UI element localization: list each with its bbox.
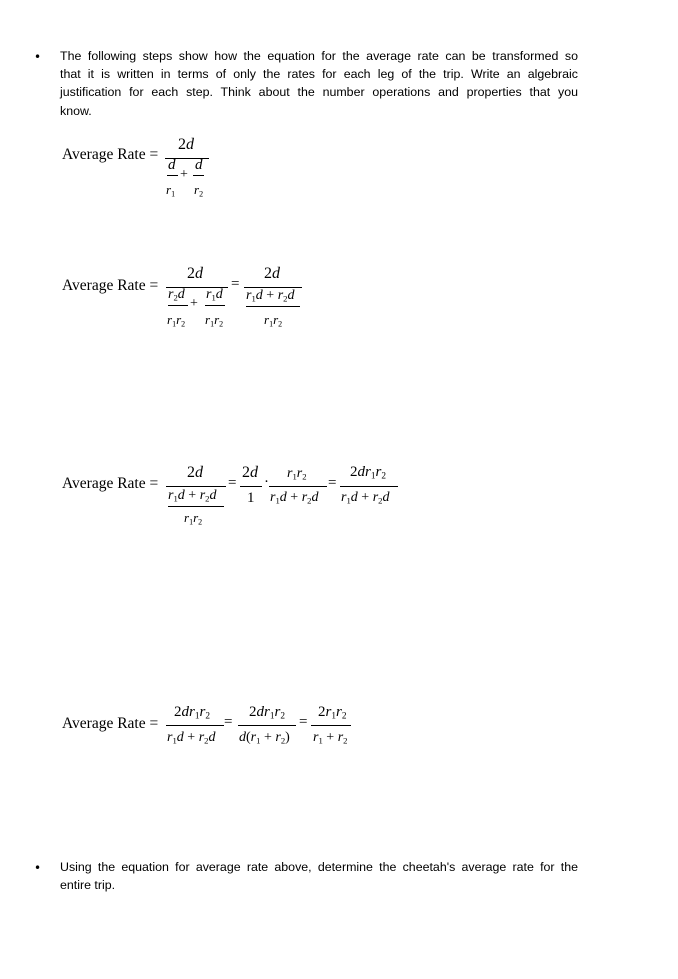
equation-1: Average Rate = 2d d d + $r_1$ $r_2$ <box>62 130 262 205</box>
fraction-bar <box>167 175 178 176</box>
question-line: entire trip. <box>60 878 116 893</box>
fraction-bar <box>205 305 225 306</box>
instruction-paragraph <box>60 47 578 120</box>
fraction-bar <box>166 725 224 726</box>
instruction-line: that it is written in terms of only the rates for each leg of the trip. Write an algebraic <box>60 67 578 82</box>
fraction-bar <box>240 486 262 487</box>
fraction-bar <box>340 486 398 487</box>
equation-3: Average Rate = 2d $r_1d + r_2d$ $r_1r_2$ = 2d 1 · $r_1r_2$ $r_1d + r_2d$ = $2dr_1r_2$ $r_1d + r_2d$ <box>62 462 407 537</box>
fraction-bar <box>269 486 327 487</box>
fraction-bar <box>246 306 300 307</box>
instruction-line: justification for each step. Think about the number operations and properties that you <box>60 85 578 100</box>
average-rate-label: Average Rate <box>62 146 146 163</box>
fraction-bar <box>311 725 351 726</box>
fraction-bar <box>166 486 226 487</box>
equation-2: Average Rate = 2d $r_2d$ $r_1d$ + $r_1r_2$ $r_1r_2$ = 2d $r_1d + r_2d$ $r_1r_2$ <box>62 261 322 336</box>
instruction-line: The following steps show how the equation for the average rate can be transformed so <box>60 49 578 63</box>
bullet-marker: • <box>34 50 42 64</box>
fraction-bar <box>168 305 188 306</box>
fraction-bar <box>238 725 296 726</box>
fraction-bar <box>168 506 224 507</box>
fraction-bar <box>193 175 204 176</box>
question-paragraph <box>60 858 578 894</box>
bullet-marker: • <box>34 861 42 875</box>
instruction-line: know. <box>60 103 92 118</box>
equation-4: Average Rate = $2dr_1r_2$ $r_1d + r_2d$ = $2dr_1r_2$ $d(r_1 + r_2)$ = $2r_1r_2$ $r_1 + r_2$ <box>62 702 362 757</box>
question-line: Using the equation for average rate above, determine the cheetah's average rate for the <box>60 860 578 874</box>
